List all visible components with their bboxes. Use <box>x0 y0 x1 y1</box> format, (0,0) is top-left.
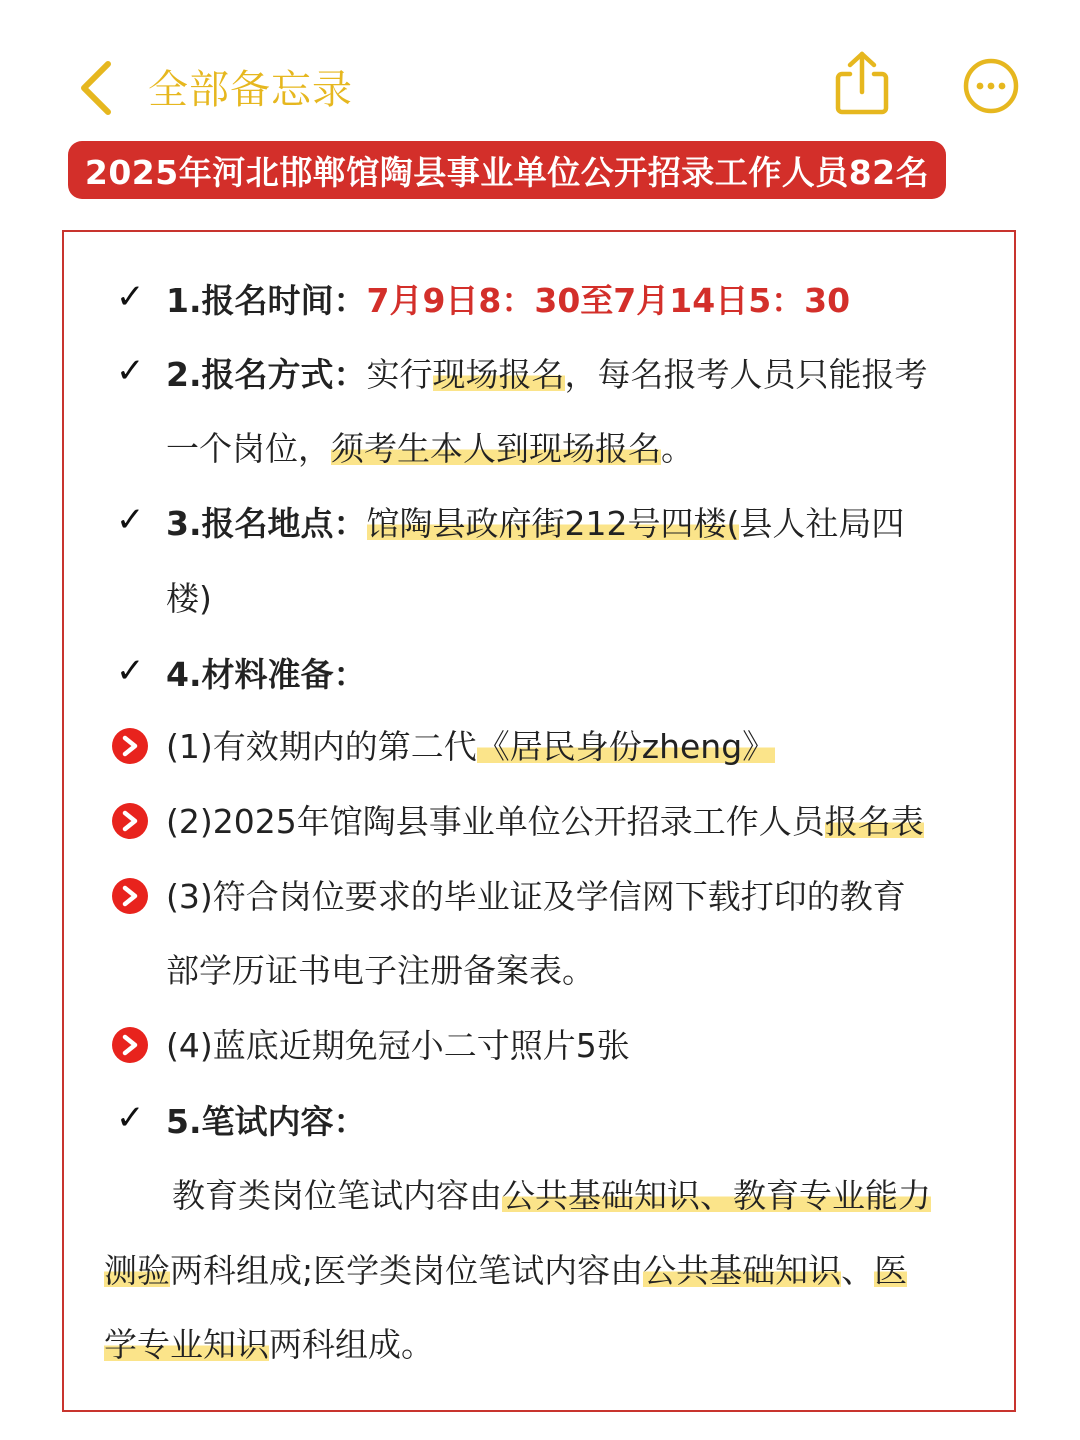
play-circle-icon <box>112 878 148 914</box>
material-item-1 <box>166 724 775 770</box>
item-registration-method <box>166 352 928 398</box>
item-text: (1)有效期内的第二代 <box>166 727 477 766</box>
highlight-text: 报名表 <box>824 802 924 841</box>
check-icon: ✓ <box>116 351 145 391</box>
item-text: (2)2025年馆陶县事业单位公开招录工作人员 <box>166 802 825 841</box>
more-icon <box>962 57 1020 115</box>
item-registration-location <box>166 501 904 547</box>
item-label: 3.报名地点： <box>166 504 367 543</box>
item-text: 实行 <box>366 355 433 394</box>
item-written-exam <box>166 1099 367 1145</box>
exam-paragraph-line-2 <box>104 1248 907 1294</box>
highlight-text: 馆陶县政府街212号四楼( <box>366 504 740 543</box>
play-circle-icon <box>112 1027 148 1063</box>
item-label: 4.材料准备： <box>166 655 367 694</box>
item-materials <box>166 652 367 698</box>
check-icon: ✓ <box>116 1098 145 1138</box>
play-circle-icon <box>112 803 148 839</box>
item-registration-location-cont <box>166 576 212 622</box>
item-text: 两科组成。 <box>269 1325 434 1364</box>
item-text: 一个岗位， <box>166 429 331 468</box>
title-banner <box>68 141 946 199</box>
note-title: 2025年河北邯郸馆陶县事业单位公开招录工作人员82名 <box>84 152 930 192</box>
highlight-text: 须考生本人到现场报名 <box>331 429 661 468</box>
item-text: 部学历证书电子注册备案表。 <box>166 951 595 990</box>
top-nav-bar <box>0 0 1080 140</box>
item-registration-method-cont <box>166 426 694 472</box>
item-text: 。 <box>661 429 694 468</box>
material-item-2 <box>166 799 924 845</box>
highlight-text: 现场报名 <box>432 355 565 394</box>
item-text: 县人社局四 <box>739 504 905 543</box>
highlight-text: 公共基础知识 <box>643 1251 842 1290</box>
highlight-text: 学专业知识 <box>104 1325 269 1364</box>
item-text: (4)蓝底近期免冠小二寸照片5张 <box>166 1026 630 1065</box>
highlight-text: 医 <box>874 1251 908 1290</box>
item-text: ，每名报考人员只能报考 <box>564 355 928 394</box>
item-text: 楼) <box>166 579 212 618</box>
highlight-text: 测验 <box>104 1251 170 1290</box>
check-icon: ✓ <box>116 277 145 317</box>
more-options-button[interactable] <box>962 57 1020 115</box>
item-label: 1.报名时间： <box>166 281 367 320</box>
item-label: 5.笔试内容： <box>166 1102 367 1141</box>
chevron-left-icon <box>74 56 138 120</box>
item-label: 2.报名方式： <box>166 355 367 394</box>
material-item-4 <box>166 1023 630 1069</box>
back-label[interactable]: 全部备忘录 <box>148 67 353 113</box>
item-text: 教育类岗位笔试内容由 <box>172 1176 502 1215</box>
highlight-text: 公共基础知识、教育专业能力 <box>502 1176 931 1215</box>
material-item-3-cont <box>166 948 595 994</box>
item-text: 、 <box>841 1251 875 1290</box>
material-item-3 <box>166 874 906 920</box>
back-button[interactable] <box>74 56 138 120</box>
exam-paragraph-line-3 <box>104 1322 434 1368</box>
share-button[interactable] <box>832 50 892 116</box>
item-registration-time <box>166 278 850 324</box>
item-text: (3)符合岗位要求的毕业证及学信网下载打印的教育 <box>166 877 906 916</box>
check-icon: ✓ <box>116 651 145 691</box>
registration-time-value: 7月9日8：30至7月14日5：30 <box>366 281 851 320</box>
share-icon <box>832 50 892 116</box>
play-circle-icon <box>112 728 148 764</box>
check-icon: ✓ <box>116 500 145 540</box>
exam-paragraph-line-1 <box>172 1173 931 1219</box>
item-text: 两科组成;医学类岗位笔试内容由 <box>170 1251 644 1290</box>
highlight-text: 《居民身份zheng》 <box>476 727 776 766</box>
